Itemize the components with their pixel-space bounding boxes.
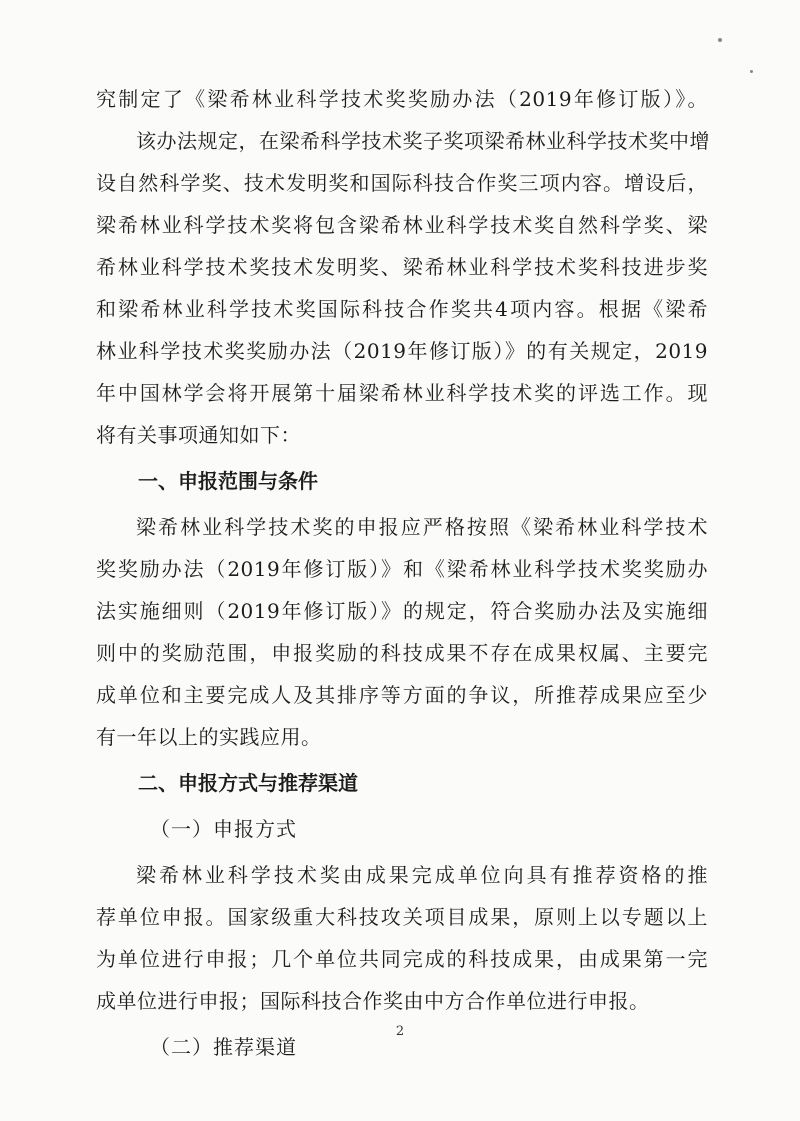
text-line: 为单位进行申报；几个单位共同完成的科技成果，由成果第一完 bbox=[96, 947, 708, 971]
paragraph-method bbox=[96, 854, 708, 1022]
page-number: 2 bbox=[395, 1024, 405, 1039]
text-line: 年中国林学会将开展第十届梁希林业科学技术奖的评选工作。现 bbox=[96, 381, 708, 405]
paragraph-scope bbox=[96, 506, 708, 758]
text-line: 法实施细则（2019年修订版）》的规定，符合奖励办法及实施细 bbox=[96, 599, 708, 623]
scan-speck bbox=[750, 70, 753, 73]
text-line: 奖奖励办法（2019年修订版）》和《梁希林业科学技术奖奖励办 bbox=[96, 557, 708, 581]
text-line: 有一年以上的实践应用。 bbox=[96, 725, 322, 749]
text-line: 则中的奖励范围，申报奖励的科技成果不存在成果权属、主要完 bbox=[96, 641, 708, 665]
text-line: 设自然科学奖、技术发明奖和国际科技合作奖三项内容。增设后， bbox=[96, 171, 708, 195]
text-line: 林业科学技术奖奖励办法（2019年修订版）》的有关规定，2019 bbox=[96, 339, 708, 363]
text-line: 梁希林业科学技术奖的申报应严格按照《梁希林业科学技术 bbox=[136, 515, 708, 539]
paragraph-intro bbox=[96, 78, 708, 456]
subsection-heading-channel: （二）推荐渠道 bbox=[150, 1035, 297, 1059]
document-body bbox=[96, 78, 708, 1068]
text-line: 究制定了《梁希林业科学技术奖奖励办法（2019年修订版）》。 bbox=[96, 87, 708, 111]
text-line: 荐单位申报。国家级重大科技攻关项目成果，原则上以专题以上 bbox=[96, 905, 708, 929]
text-line: 梁希林业科学技术奖由成果完成单位向具有推荐资格的推 bbox=[136, 863, 708, 887]
text-line: 该办法规定，在梁希科学技术奖子奖项梁希林业科学技术奖中增 bbox=[136, 129, 710, 153]
text-line: 将有关事项通知如下： bbox=[96, 423, 301, 447]
section-heading-method: 二、申报方式与推荐渠道 bbox=[138, 771, 358, 795]
text-line: 成单位进行申报；国际科技合作奖由中方合作单位进行申报。 bbox=[96, 989, 650, 1013]
text-line: 希林业科学技术奖技术发明奖、梁希林业科学技术奖科技进步奖 bbox=[96, 255, 708, 279]
text-line: 和梁希林业科学技术奖国际科技合作奖共4项内容。根据《梁希 bbox=[96, 297, 708, 321]
scan-speck bbox=[718, 38, 722, 42]
subsection-heading-method: （一）申报方式 bbox=[150, 817, 297, 841]
section-heading-scope: 一、申报范围与条件 bbox=[138, 469, 318, 493]
text-line: 梁希林业科学技术奖将包含梁希林业科学技术奖自然科学奖、梁 bbox=[96, 213, 708, 237]
text-line: 成单位和主要完成人及其排序等方面的争议，所推荐成果应至少 bbox=[96, 683, 708, 707]
